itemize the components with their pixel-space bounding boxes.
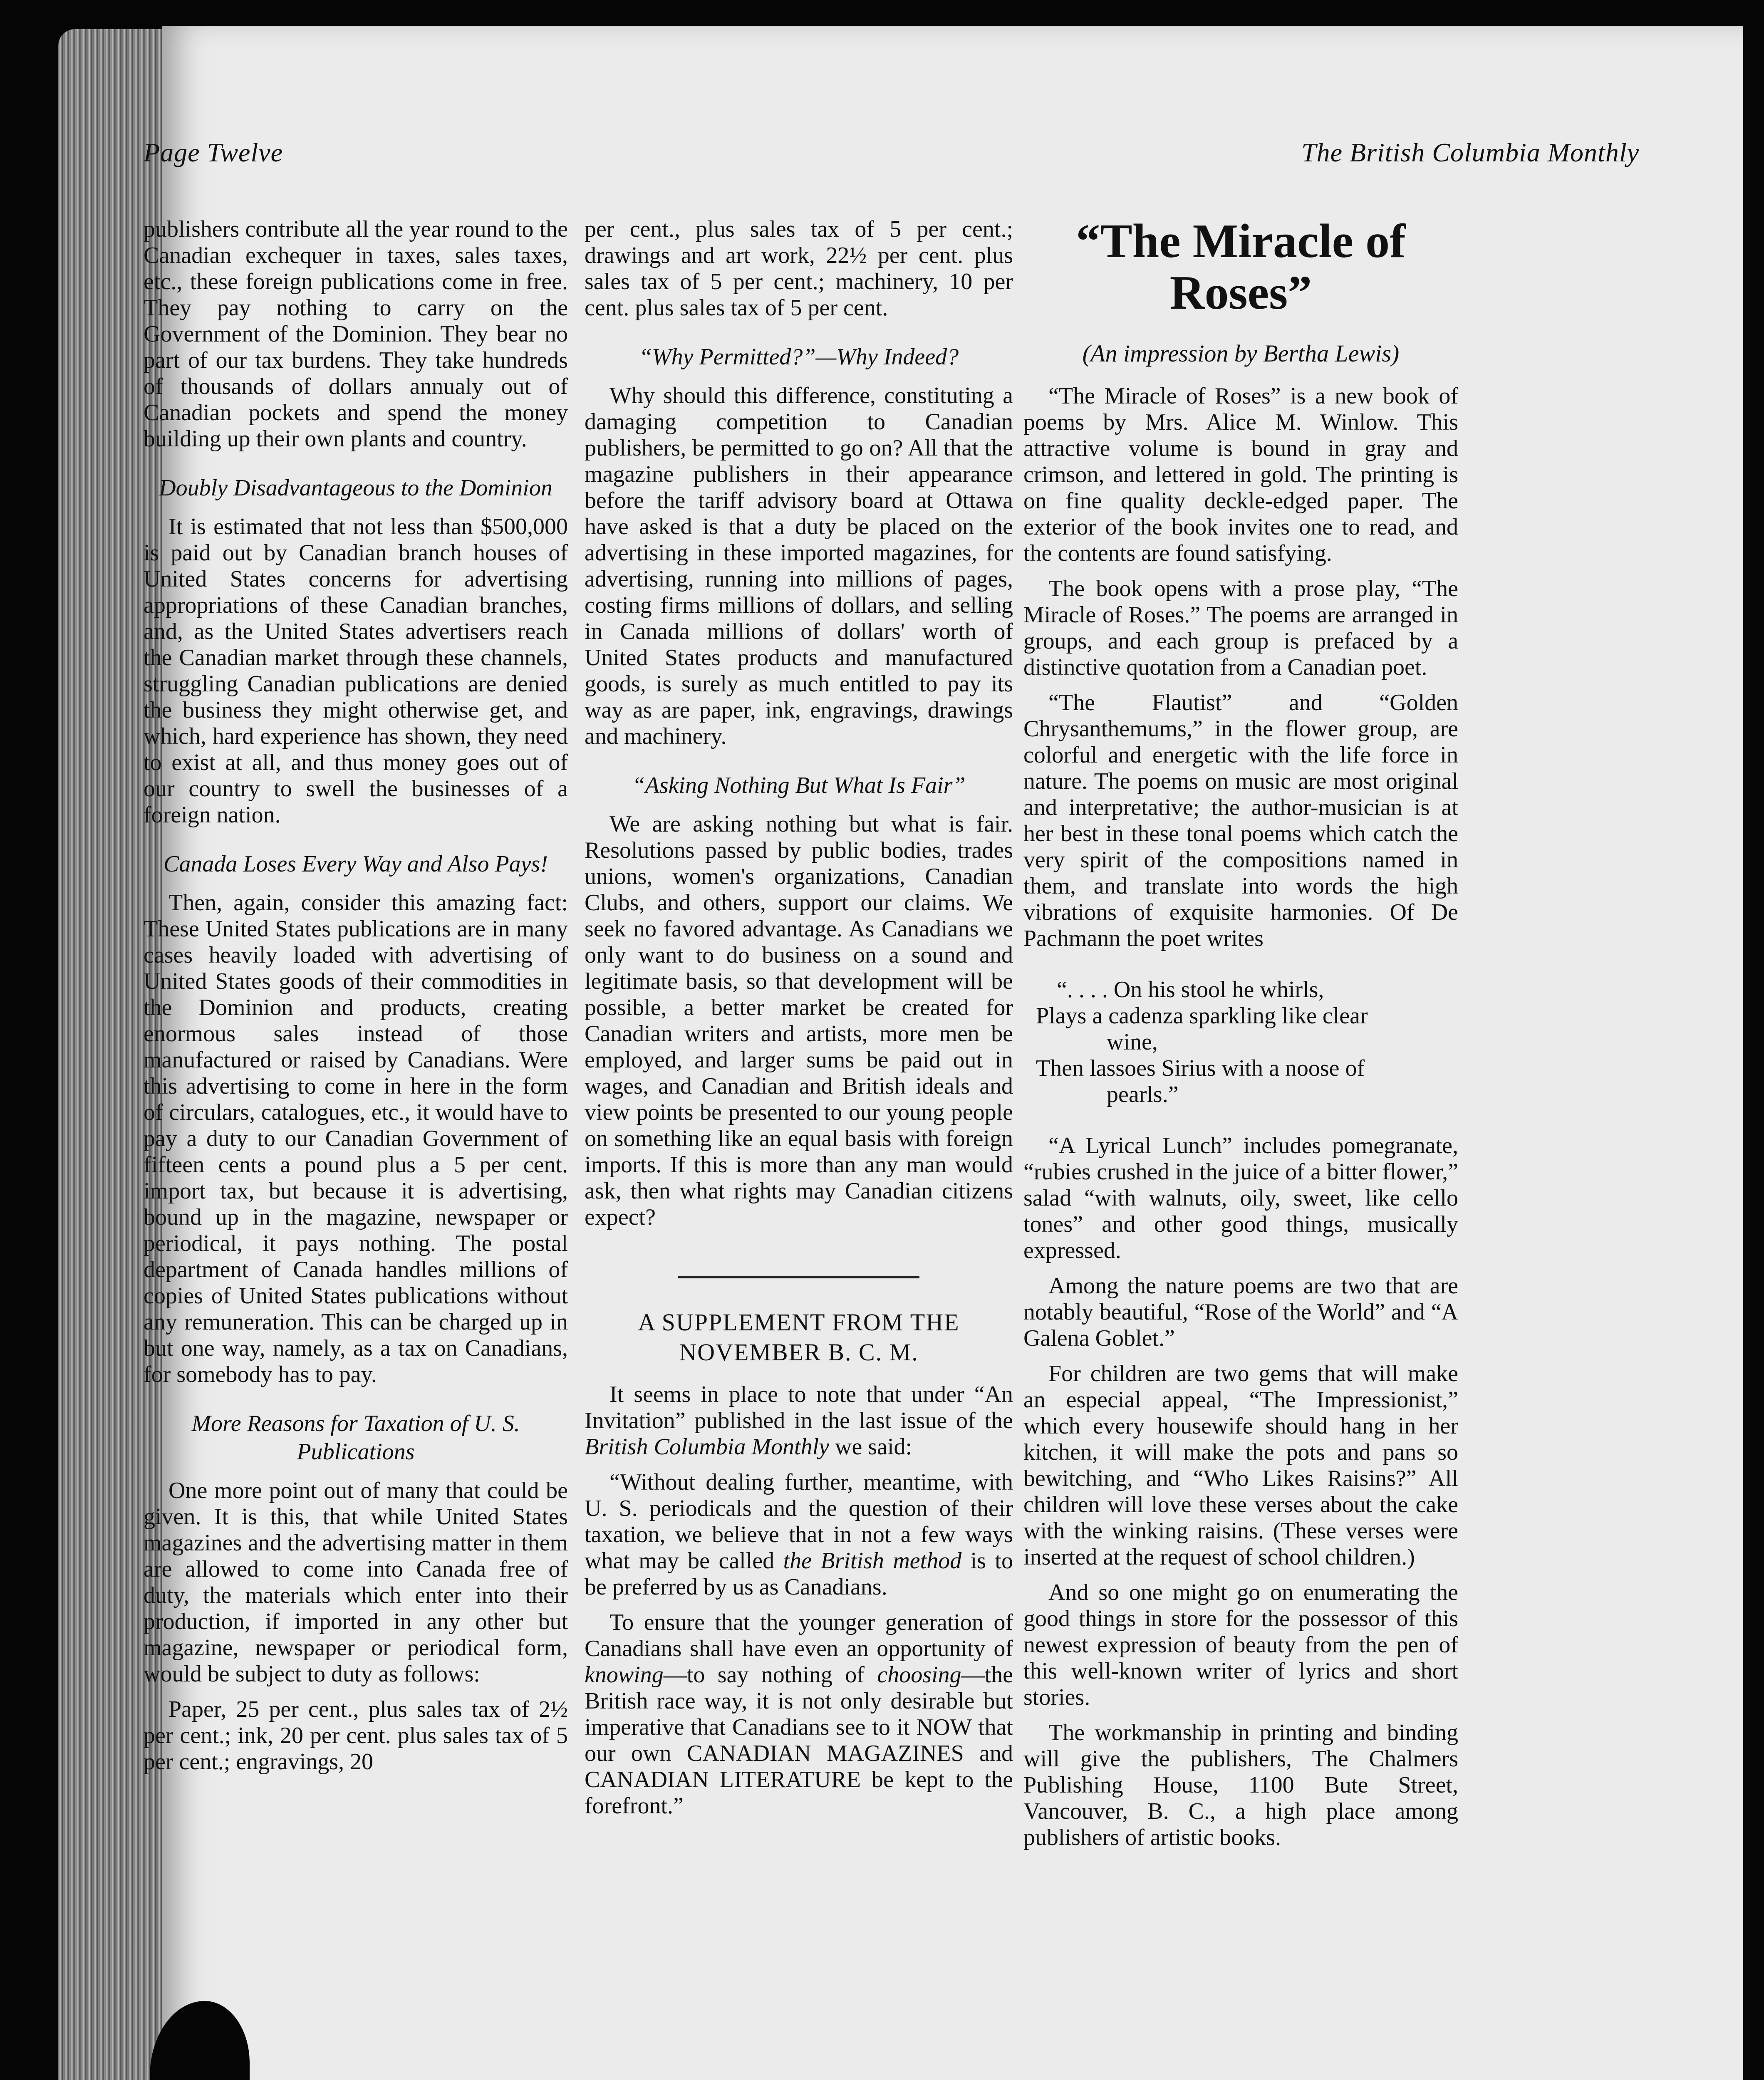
supplement-heading-line: NOVEMBER B. C. M. — [679, 1339, 919, 1366]
supplement-heading — [585, 1307, 1013, 1367]
paragraph: “A Lyrical Lunch” includes pomegranate, “rubies crushed in the juice of a bitter flower,” salad “with walnuts, oily, sweet, like cello tones” and other good things, musically expressed. — [1023, 1133, 1458, 1263]
poem-line: wine, — [1107, 1029, 1158, 1055]
poem-quote — [1023, 977, 1458, 1108]
paragraph: The workmanship in printing and binding will give the publishers, The Chalmers Publishing House, 1100 Bute Street, Vancouver, B. C., a high place among publishers of artistic books. — [1023, 1720, 1458, 1850]
paragraph — [585, 1610, 1013, 1819]
paragraph: We are asking nothing but what is fair. Resolutions passed by public bodies, trades unions, women's organizations, Canadian Clubs, and others, support our claims. We seek no favored advantage. As Canadians we only want to do business on a sound and legitimate basis, so that development will be possible, a better market be created for Canadian writers and artists, more men be employed, and larger sums be paid out in wages, and Canadian and British ideals and view points be presented to our young people on something like an equal basis with foreign imports. If this is more than any man would ask, then what rights may Canadian citizens expect? — [585, 811, 1013, 1230]
article-title-line: “The Miracle of — [1076, 215, 1406, 268]
article-title-line: Roses” — [1169, 266, 1312, 319]
poem-line: pearls.” — [1107, 1082, 1179, 1107]
publication-title: The British Columbia Monthly — [1301, 138, 1639, 167]
paragraph: “The Miracle of Roses” is a new book of poems by Mrs. Alice M. Winlow. This attractive volume is bound in gray and crimson, and lettered in gold. The printing is on fine quality deckle-edged paper. The exterior of the book invites one to read, and the contents are found satisfying. — [1023, 383, 1458, 566]
paragraph: Paper, 25 per cent., plus sales tax of 2½ per cent.; ink, 20 per cent. plus sales tax of 5 per cent.; engravings, 20 — [144, 1696, 568, 1775]
poem-line: Plays a cadenza sparkling like clear — [1036, 1003, 1368, 1029]
poem-line: Then lassoes Sirius with a noose of — [1036, 1055, 1365, 1081]
text-run: we said: — [829, 1434, 912, 1460]
paragraph: publishers contribute all the year round to the Canadian exchequer in taxes, sales taxes, etc., these foreign publications come in free. They pay nothing to carry on the Government of the Dominion. They bear no part of our tax burdens. They take hundreds of thousands of dollars annualy out of Canadian pockets and spend the money building up their own plants and country. — [144, 216, 568, 452]
paragraph: Why should this difference, constituting a damaging competition to Canadian publishers, be permitted to go on? All that the magazine publishers in their appearance before the tariff advisory board at Ottawa have asked is that a duty be placed on the advertising in these imported magazines, for advertising, running into millions of pages, costing firms millions of dollars, and selling in Canada millions of dollars' worth of United States products and manufactured goods, is surely as much entitled to pay its way as are paper, ink, engravings, drawings and machinery. — [585, 383, 1013, 749]
subheading: Doubly Disadvantageous to the Dominion — [159, 475, 552, 501]
text-run: —the British race way, it is not only desirable but imperative that Canadians see to it NOW that our own CANADIAN MAGAZINES and CANADIAN LITERATURE be kept to the forefront.” — [585, 1662, 1013, 1819]
text-run: To ensure that the younger generation of Canadians shall have even an opportunity of — [585, 1610, 1013, 1662]
italic-run: the British method — [783, 1548, 962, 1574]
paragraph: For children are two gems that will make an especial appeal, “The Impressionist,” which every housewife should hang in her kitchen, it will make the pots and pans so bewitching, and “Who Likes Raisins?” All children will love these verses about the cake with the winking raisins. (These verses were inserted at the request of school children.) — [1023, 1361, 1458, 1570]
paragraph — [585, 1469, 1013, 1600]
column-right — [1023, 216, 1458, 1860]
paragraph: Then, again, consider this amazing fact: These United States publications are in many cases heavily loaded with advertising of United States goods of their commodities in the Dominion and products, creating enormous sales instead of those manufactured or raised by Canadians. Were this advertising to come in here in the form of circulars, catalogues, etc., it would have to pay a duty to our Canadian Government of fifteen cents a pound plus a 5 per cent. import tax, but because it is advertising, bound up in the magazine, newspaper or periodical, it pays nothing. The postal department of Canada handles millions of copies of United States publications without any remuneration. This can be charged up in but one way, namely, as a tax on Canadians, for somebody has to pay. — [144, 890, 568, 1387]
paragraph: per cent., plus sales tax of 5 per cent.; drawings and art work, 22½ per cent. plus sales tax of 5 per cent.; machinery, 10 per cent. plus sales tax of 5 per cent. — [585, 216, 1013, 321]
poem-line: “. . . . On his stool he whirls, — [1057, 977, 1324, 1003]
italic-run: British Columbia Monthly — [585, 1434, 829, 1460]
paragraph: One more point out of many that could be given. It is this, that while United States magazines and the advertising matter in them are allowed to come into Canada free of duty, the materials which enter into their production, if imported in any other but magazine, newspaper or periodical form, would be subject to duty as follows: — [144, 1478, 568, 1687]
paragraph: “The Flautist” and “Golden Chrysanthemums,” in the flower group, are colorful and energetic with the life force in nature. The poems on music are most original and interpretative; the author-musician is at her best in these tonal poems which catch the very spirit of the compositions named in them, and translate into words the high vibrations of exquisite harmonies. Of De Pachmann the poet writes — [1023, 690, 1458, 951]
italic-run: choosing — [877, 1662, 961, 1688]
column-middle — [585, 216, 1013, 1828]
article-byline: (An impression by Bertha Lewis) — [1082, 340, 1400, 367]
subheading: “Why Permitted?”—Why Indeed? — [639, 344, 959, 370]
subheading: More Reasons for Taxation of U. S. Publications — [191, 1411, 520, 1465]
text-run: is to be preferred by us as Canadians. — [585, 1548, 1013, 1600]
paragraph: The book opens with a prose play, “The Miracle of Roses.” The poems are arranged in groups, and each group is prefaced by a distinctive quotation from a Canadian poet. — [1023, 576, 1458, 680]
page-number: Page Twelve — [144, 138, 283, 167]
subheading: Canada Loses Every Way and Also Pays! — [164, 851, 548, 877]
paragraph: And so one might go on enumerating the good things in store for the possessor of this newest expression of beauty from the pen of this well-known writer of lyrics and short stories. — [1023, 1580, 1458, 1710]
subheading: “Asking Nothing But What Is Fair” — [632, 773, 966, 798]
supplement-heading-line: A SUPPLEMENT FROM THE — [638, 1309, 960, 1336]
text-run: —to say nothing of — [663, 1662, 877, 1688]
text-run: It seems in place to note that under “An Invitation” published in the last issue of the — [585, 1382, 1013, 1434]
paragraph: It is estimated that not less than $500,000 is paid out by Canadian branch houses of United States concerns for advertising appropriations of these Canadian branches, and, as the United States advertisers reach the Canadian market through these channels, struggling Canadian publications are denied the business they might otherwise get, and which, hard experience has shown, they need to exist at all, and thus money goes out of our country to swell the businesses of a foreign nation. — [144, 514, 568, 828]
column-left — [144, 216, 568, 1784]
section-divider — [678, 1276, 919, 1278]
italic-run: knowing — [585, 1662, 664, 1688]
paragraph: Among the nature poems are two that are notably beautiful, “Rose of the World” and “A Galena Goblet.” — [1023, 1273, 1458, 1351]
paragraph — [585, 1382, 1013, 1460]
text-run: “Without dealing further, meantime, with U. S. periodicals and the question of their taxation, we believe that in not a few ways what may be called — [585, 1469, 1013, 1574]
article-title — [1023, 215, 1458, 319]
